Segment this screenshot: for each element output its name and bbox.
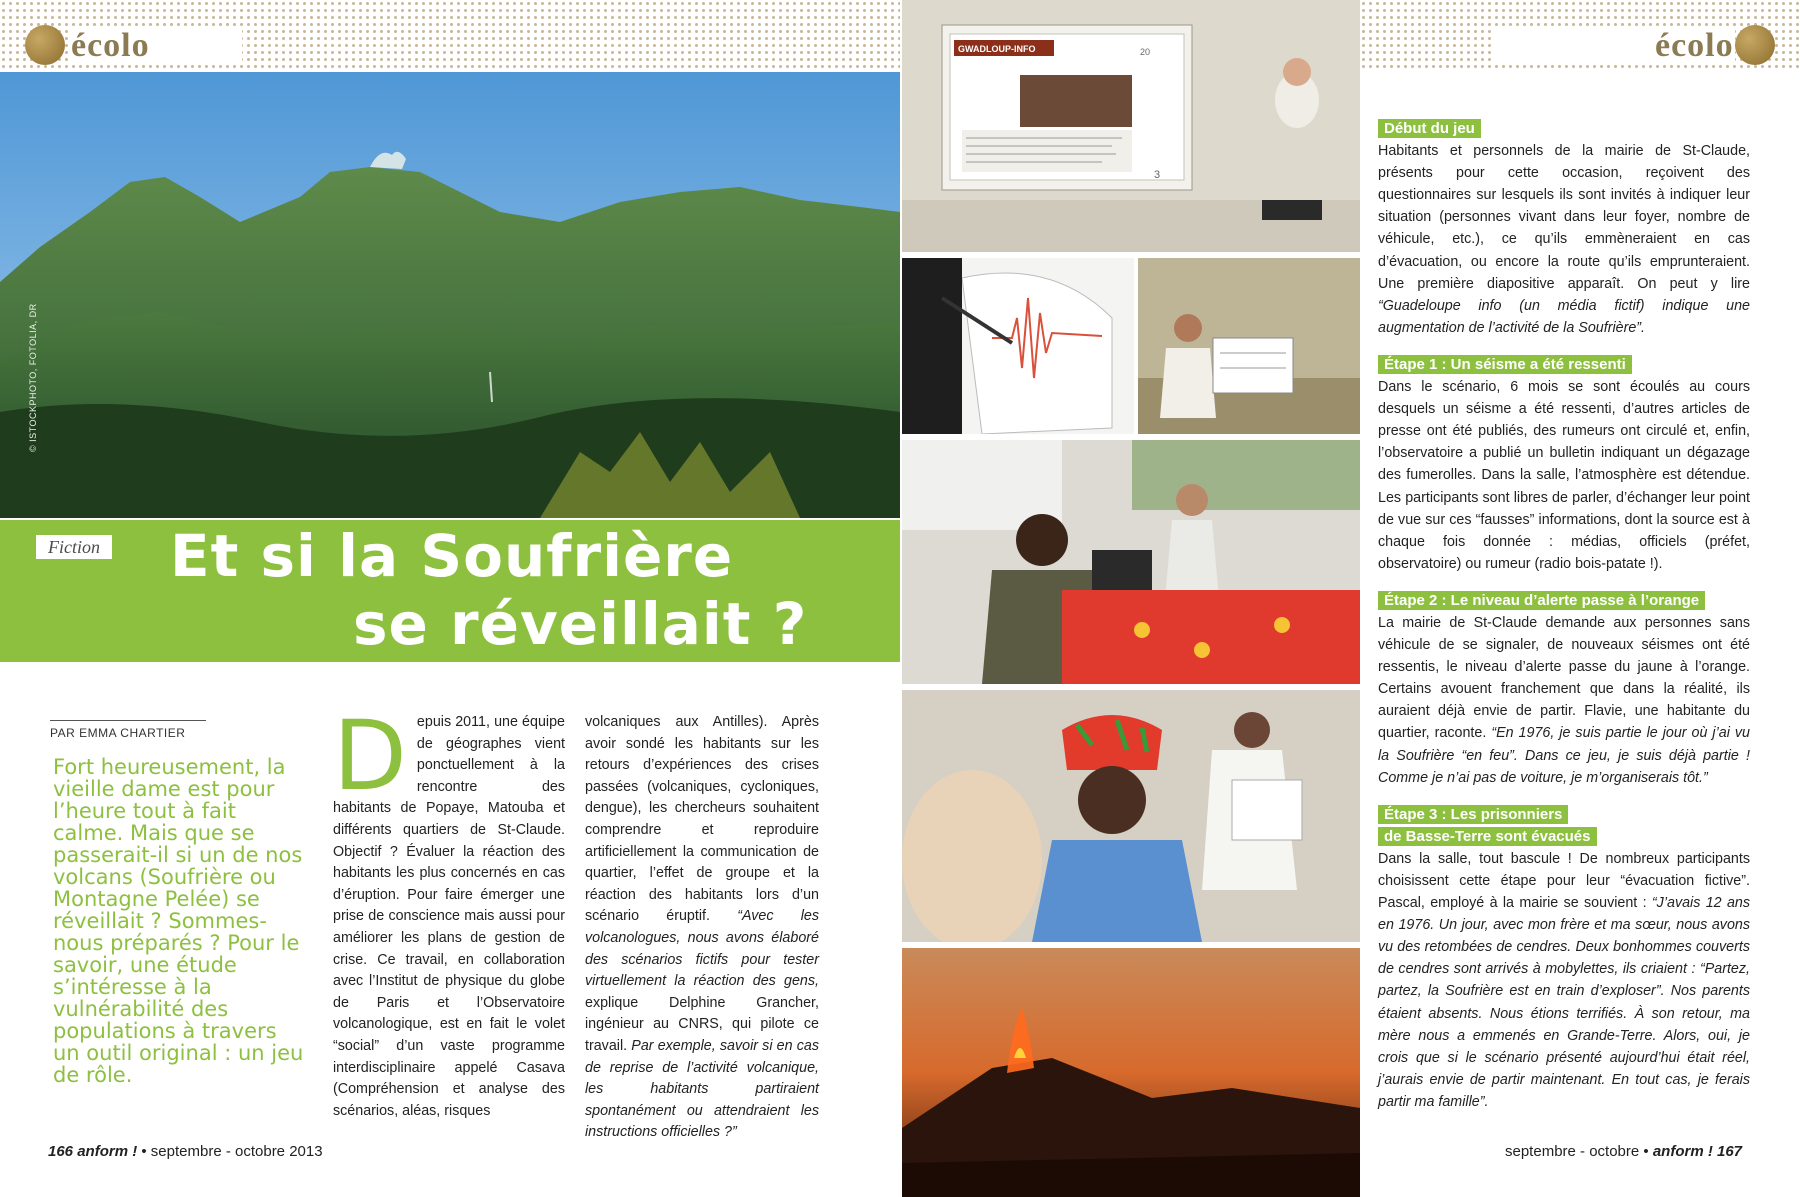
- fiction-tag: Fiction: [36, 535, 112, 559]
- lead-paragraph: Fort heureusement, la vieille dame est pour l’heure tout à fait calme. Mais que se passerait-il si un de nos volcans (Soufrière ou Montagne Pelée) se réveillait ? Sommes-nous préparés ? Pour le savoir, une étude s’intéresse à la vulnérabilité des populations à travers un outil original : un jeu de rôle.: [53, 755, 304, 1087]
- right-folio-brand: anform !: [1652, 1143, 1713, 1160]
- section-heading-etape-3-line-2: de Basse-Terre sont évacués: [1378, 827, 1597, 846]
- photo-participants-table: [902, 440, 1360, 684]
- volcano-landscape-image: [0, 72, 900, 518]
- photo-woman-presenting: [1138, 258, 1360, 434]
- right-folio-date: septembre - octobre •: [1505, 1143, 1649, 1160]
- photo-eruption: [902, 948, 1360, 1197]
- rubric-label: écolo: [71, 27, 150, 64]
- rubric-logo-icon: [25, 25, 65, 65]
- hero-photo-volcano: [0, 72, 900, 518]
- screen-title: GWADLOUP-INFO: [958, 44, 1036, 54]
- section-heading-etape-1: Étape 1 : Un séisme a été ressenti: [1378, 355, 1632, 374]
- body-column-2-text-2: explique Delphine Grancher, ingénieur au CNRS, qui pilote ce travail.: [585, 994, 819, 1054]
- seismograph-image: [902, 258, 1134, 434]
- body-column-2-quote-2: Par exemple, savoir si en cas de reprise de l’activité volcanique, les habitants partiraient spontanément ou attendraient les instructions officielles ?”: [585, 1037, 819, 1141]
- left-page-number: 166: [48, 1143, 74, 1160]
- section-text-etape-1: Dans le scénario, 6 mois se sont écoulés au cours desquels un séisme a été ressenti, d’autres articles de presse ont été publiés, des rumeurs ont circulé et, enfin, l’observatoire a publié un bulletin indiquant un dégazage des fumerolles. Dans la salle, l’atmosphère est détendue. Les participants sont libres de parler, d’échanger leur point de vue sur ces “fausses” informations, dont la source est à chaque fois donnée : médias, officiels (préfet, observatoire) ou rumeur (radio bois-patate !).: [1378, 379, 1750, 572]
- section-text-etape-2: [1378, 612, 1750, 789]
- rubric-logo-icon-right: [1735, 25, 1775, 65]
- article-title-line-1: Et si la Soufrière: [170, 522, 734, 590]
- section-text-debut-body: Habitants et personnels de la mairie de St-Claude, présents pour cette occasion, reçoivent des questionnaires sur lesquels ils sont invités à indiquer leur situation (personnes vivant dans leur foyer, nombre de véhicule, etc.), ce qu’ils emmèneraient en cas d’évacuation, ou encore la route qu’ils emprunteraient. Une première diapositive apparaît. On peut y lire: [1378, 143, 1750, 292]
- participants-image: [902, 440, 1360, 684]
- section-text-etape-2-body: La mairie de St-Claude demande aux personnes sans véhicule de se signaler, de nouveaux séismes ont été ressentis, le niveau d’alerte passe du jaune à l’orange. Certains avouent franchement que dans la réalité, ils auraient déjà envie de partir. Flavie, une habitante du quartier, raconte.: [1378, 614, 1750, 742]
- photo-seismograph: [902, 258, 1134, 434]
- byline-rule: [50, 720, 206, 721]
- drop-cap: D: [333, 700, 407, 812]
- right-page-number: 167: [1717, 1143, 1743, 1160]
- section-text-etape-3-body: Dans la salle, tout bascule ! De nombreux participants choisissent cette étape pour leur “évacuation fictive”. Pascal, employé à la mairie se souvient :: [1378, 850, 1750, 912]
- section-text-etape-2-quote: “En 1976, je suis partie le jour où j’ai vu la Soufrière “en feu”. Dans ce jeu, je suis déjà partie ! Comme je n’ai pas de voiture, je m’organiserais tôt.”: [1378, 725, 1750, 786]
- body-column-1: [333, 700, 565, 1122]
- screen-slide-number: 3: [1154, 169, 1161, 181]
- screen-number: 20: [1140, 47, 1151, 57]
- elderly-woman-image: [902, 690, 1360, 942]
- section-heading-etape-2: Étape 2 : Le niveau d’alerte passe à l’orange: [1378, 591, 1705, 610]
- photo-credit: © ISTOCKPHOTO, FOTOLIA, DR: [28, 303, 38, 452]
- body-column-2: [585, 712, 819, 1144]
- woman-presenting-image: [1138, 258, 1360, 434]
- photo-elderly-woman: [902, 690, 1360, 942]
- section-text-debut: [1378, 140, 1750, 339]
- body-column-1-text: epuis 2011, une équipe de géographes vient ponctuellement à la rencontre des habitants de Popaye, Matouba et différents quartiers de St-Claude. Objectif ? Évaluer la réaction des habitants les plus concernés en cas d’éruption. Pour faire émerger une prise de conscience mais aussi pour améliorer les plans de gestion de crise. Ce travail, en collaboration avec l’Institut de physique du globe de Paris et l’Observatoire volcanologique, est en fait le volet “social” d’un vaste programme interdisciplinaire appelé Casava (Compréhension et analyse des scénarios, aléas, risques: [333, 714, 565, 1119]
- body-column-2-quote: “Avec les volcanologues, nous avons élaboré des scénarios fictifs pour tester virtuellement la réaction des gens,: [585, 908, 819, 990]
- left-folio-brand: anform !: [77, 1143, 138, 1160]
- right-text-column: [1378, 118, 1750, 1113]
- left-folio-date: • septembre - octobre 2013: [141, 1143, 323, 1160]
- section-text-etape-3-quote: “J’avais 12 ans en 1976. Un jour, avec mon frère et ma sœur, nous avons vu des retombées de cendres. Deux bonhommes couverts de cendres sont arrivés à mobylettes, ils criaient : “Partez, partez, la Soufrière est en train d’exploser”. Nos parents étaient absents. Nous étions terrifiés. À son retour, ma mère nous a emmenés en Grande-Terre. Alors, oui, je crois que si le scénario présenté aujourd’hui était réel, j’aurais envie de partir maintenant. En tout cas, je ferais partir ma famille”.: [1378, 895, 1750, 1110]
- article-title-line-2: se réveillait ?: [353, 590, 808, 658]
- left-folio: [48, 1143, 323, 1160]
- rubric-label-right: écolo: [1655, 27, 1734, 64]
- section-text-etape-3: [1378, 848, 1750, 1113]
- right-folio: [1505, 1143, 1742, 1160]
- byline: PAR EMMA CHARTIER: [50, 726, 186, 740]
- eruption-image: [902, 948, 1360, 1197]
- section-heading-etape-3: Étape 3 : Les prisonniers: [1378, 805, 1568, 824]
- section-text-debut-quote: “Guadeloupe info (un média fictif) indique une augmentation de l’activité de la Soufrière”.: [1378, 297, 1750, 336]
- presentation-image: [902, 0, 1360, 252]
- section-heading-debut: Début du jeu: [1378, 119, 1481, 138]
- body-column-2-text: volcaniques aux Antilles). Après avoir sondé les habitants sur les retours d’expériences des crises passées (volcaniques, cycloniques, dengue), les chercheurs souhaitent comprendre et reproduire artificiellement la communication de quartier, l’effet de groupe et la réaction des habitants lors d’un scénario éruptif.: [585, 714, 819, 925]
- photo-presentation: [902, 0, 1360, 252]
